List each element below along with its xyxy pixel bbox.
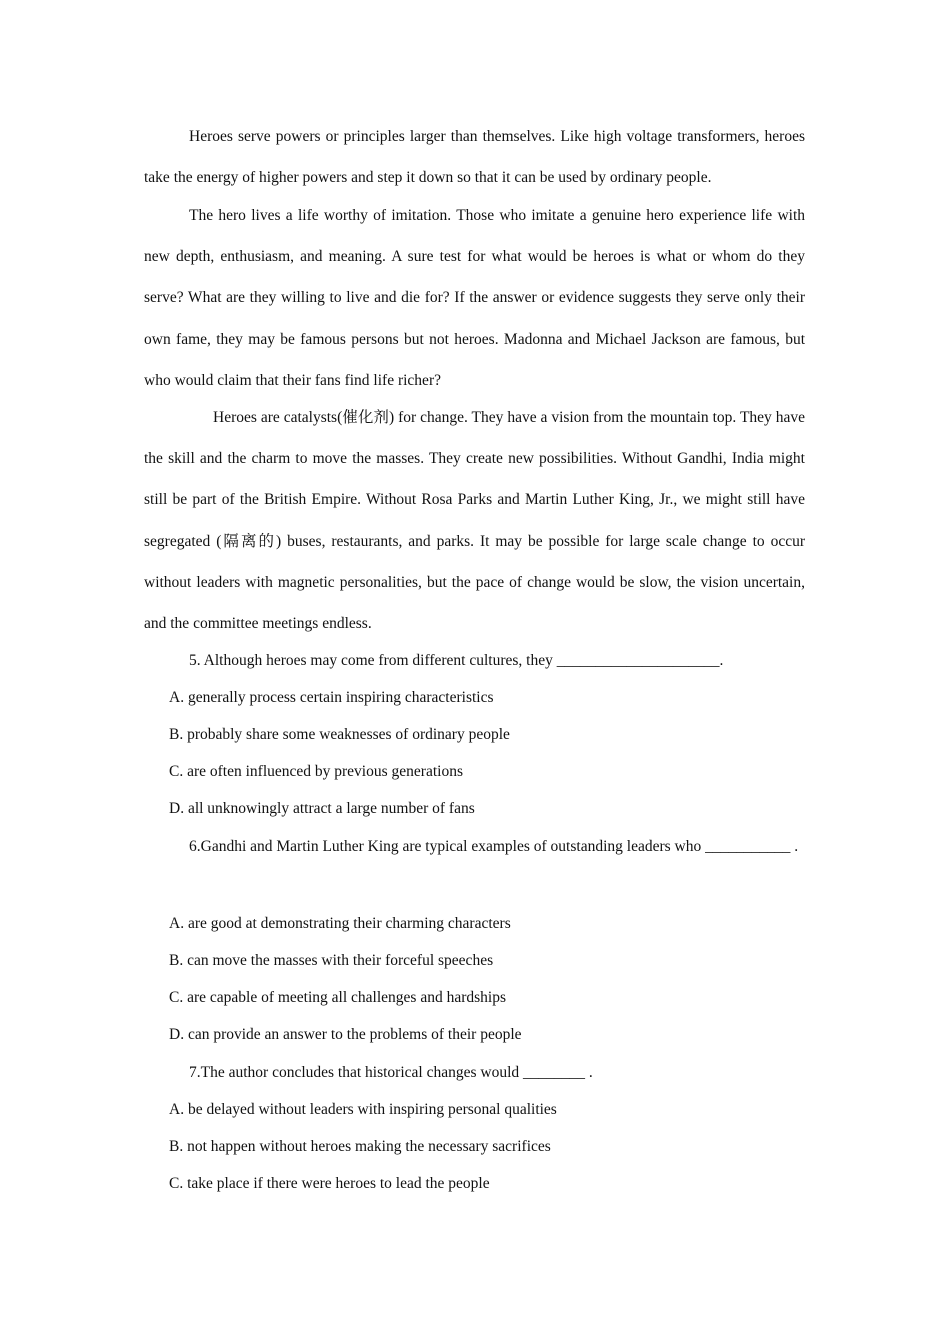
paragraph-1: Heroes serve powers or principles larger than themselves. Like high voltage transformers, heroes take the energy of higher powers and step it down so that it can be used by ordinary people.	[144, 128, 805, 187]
question-6-option-d: D. can provide an answer to the problems of their people	[169, 1026, 522, 1043]
paragraph-2: The hero lives a life worthy of imitation. Those who imitate a genuine hero experience life with new depth, enthusiasm, and meaning. A sure test for what would be heroes is what or whom do they serve? What are they willing to live and die for? If the answer or evidence suggests they serve only their own fame, they may be famous persons but not heroes. Madonna and Michael Jackson are famous, but who would claim that their fans find life richer?	[144, 207, 805, 389]
question-5-option-d: D. all unknowingly attract a large number of fans	[169, 800, 475, 817]
question-7-option-b: B. not happen without heroes making the necessary sacrifices	[169, 1138, 551, 1155]
question-5-stem: 5. Although heroes may come from different cultures, they _____________________.	[189, 652, 724, 669]
question-7-option-a: A. be delayed without leaders with inspiring personal qualities	[169, 1101, 557, 1118]
question-7-stem: 7.The author concludes that historical changes would ________ .	[189, 1064, 593, 1081]
question-5-option-c: C. are often influenced by previous generations	[169, 763, 463, 780]
question-5-option-a: A. generally process certain inspiring characteristics	[169, 689, 494, 706]
question-6-option-a: A. are good at demonstrating their charming characters	[169, 915, 511, 932]
question-7-option-c: C. take place if there were heroes to lead the people	[169, 1175, 490, 1192]
question-6-stem: 6.Gandhi and Martin Luther King are typical examples of outstanding leaders who ___________ .	[189, 838, 799, 855]
question-6-option-c: C. are capable of meeting all challenges and hardships	[169, 989, 506, 1006]
question-6-option-b: B. can move the masses with their forceful speeches	[169, 952, 494, 969]
paragraph-3: Heroes are catalysts(催化剂) for change. They have a vision from the mountain top. They have the skill and the charm to move the masses. They create new possibilities. Without Gandhi, India might still be part of the British Empire. Without Rosa Parks and Martin Luther King, Jr., we might still have segregated (隔离的) buses, restaurants, and parks. It may be possible for large scale change to occur without leaders with magnetic personalities, but the pace of change would be slow, the vision uncertain, and the committee meetings endless.	[144, 409, 805, 633]
question-5-option-b: B. probably share some weaknesses of ordinary people	[169, 726, 510, 743]
